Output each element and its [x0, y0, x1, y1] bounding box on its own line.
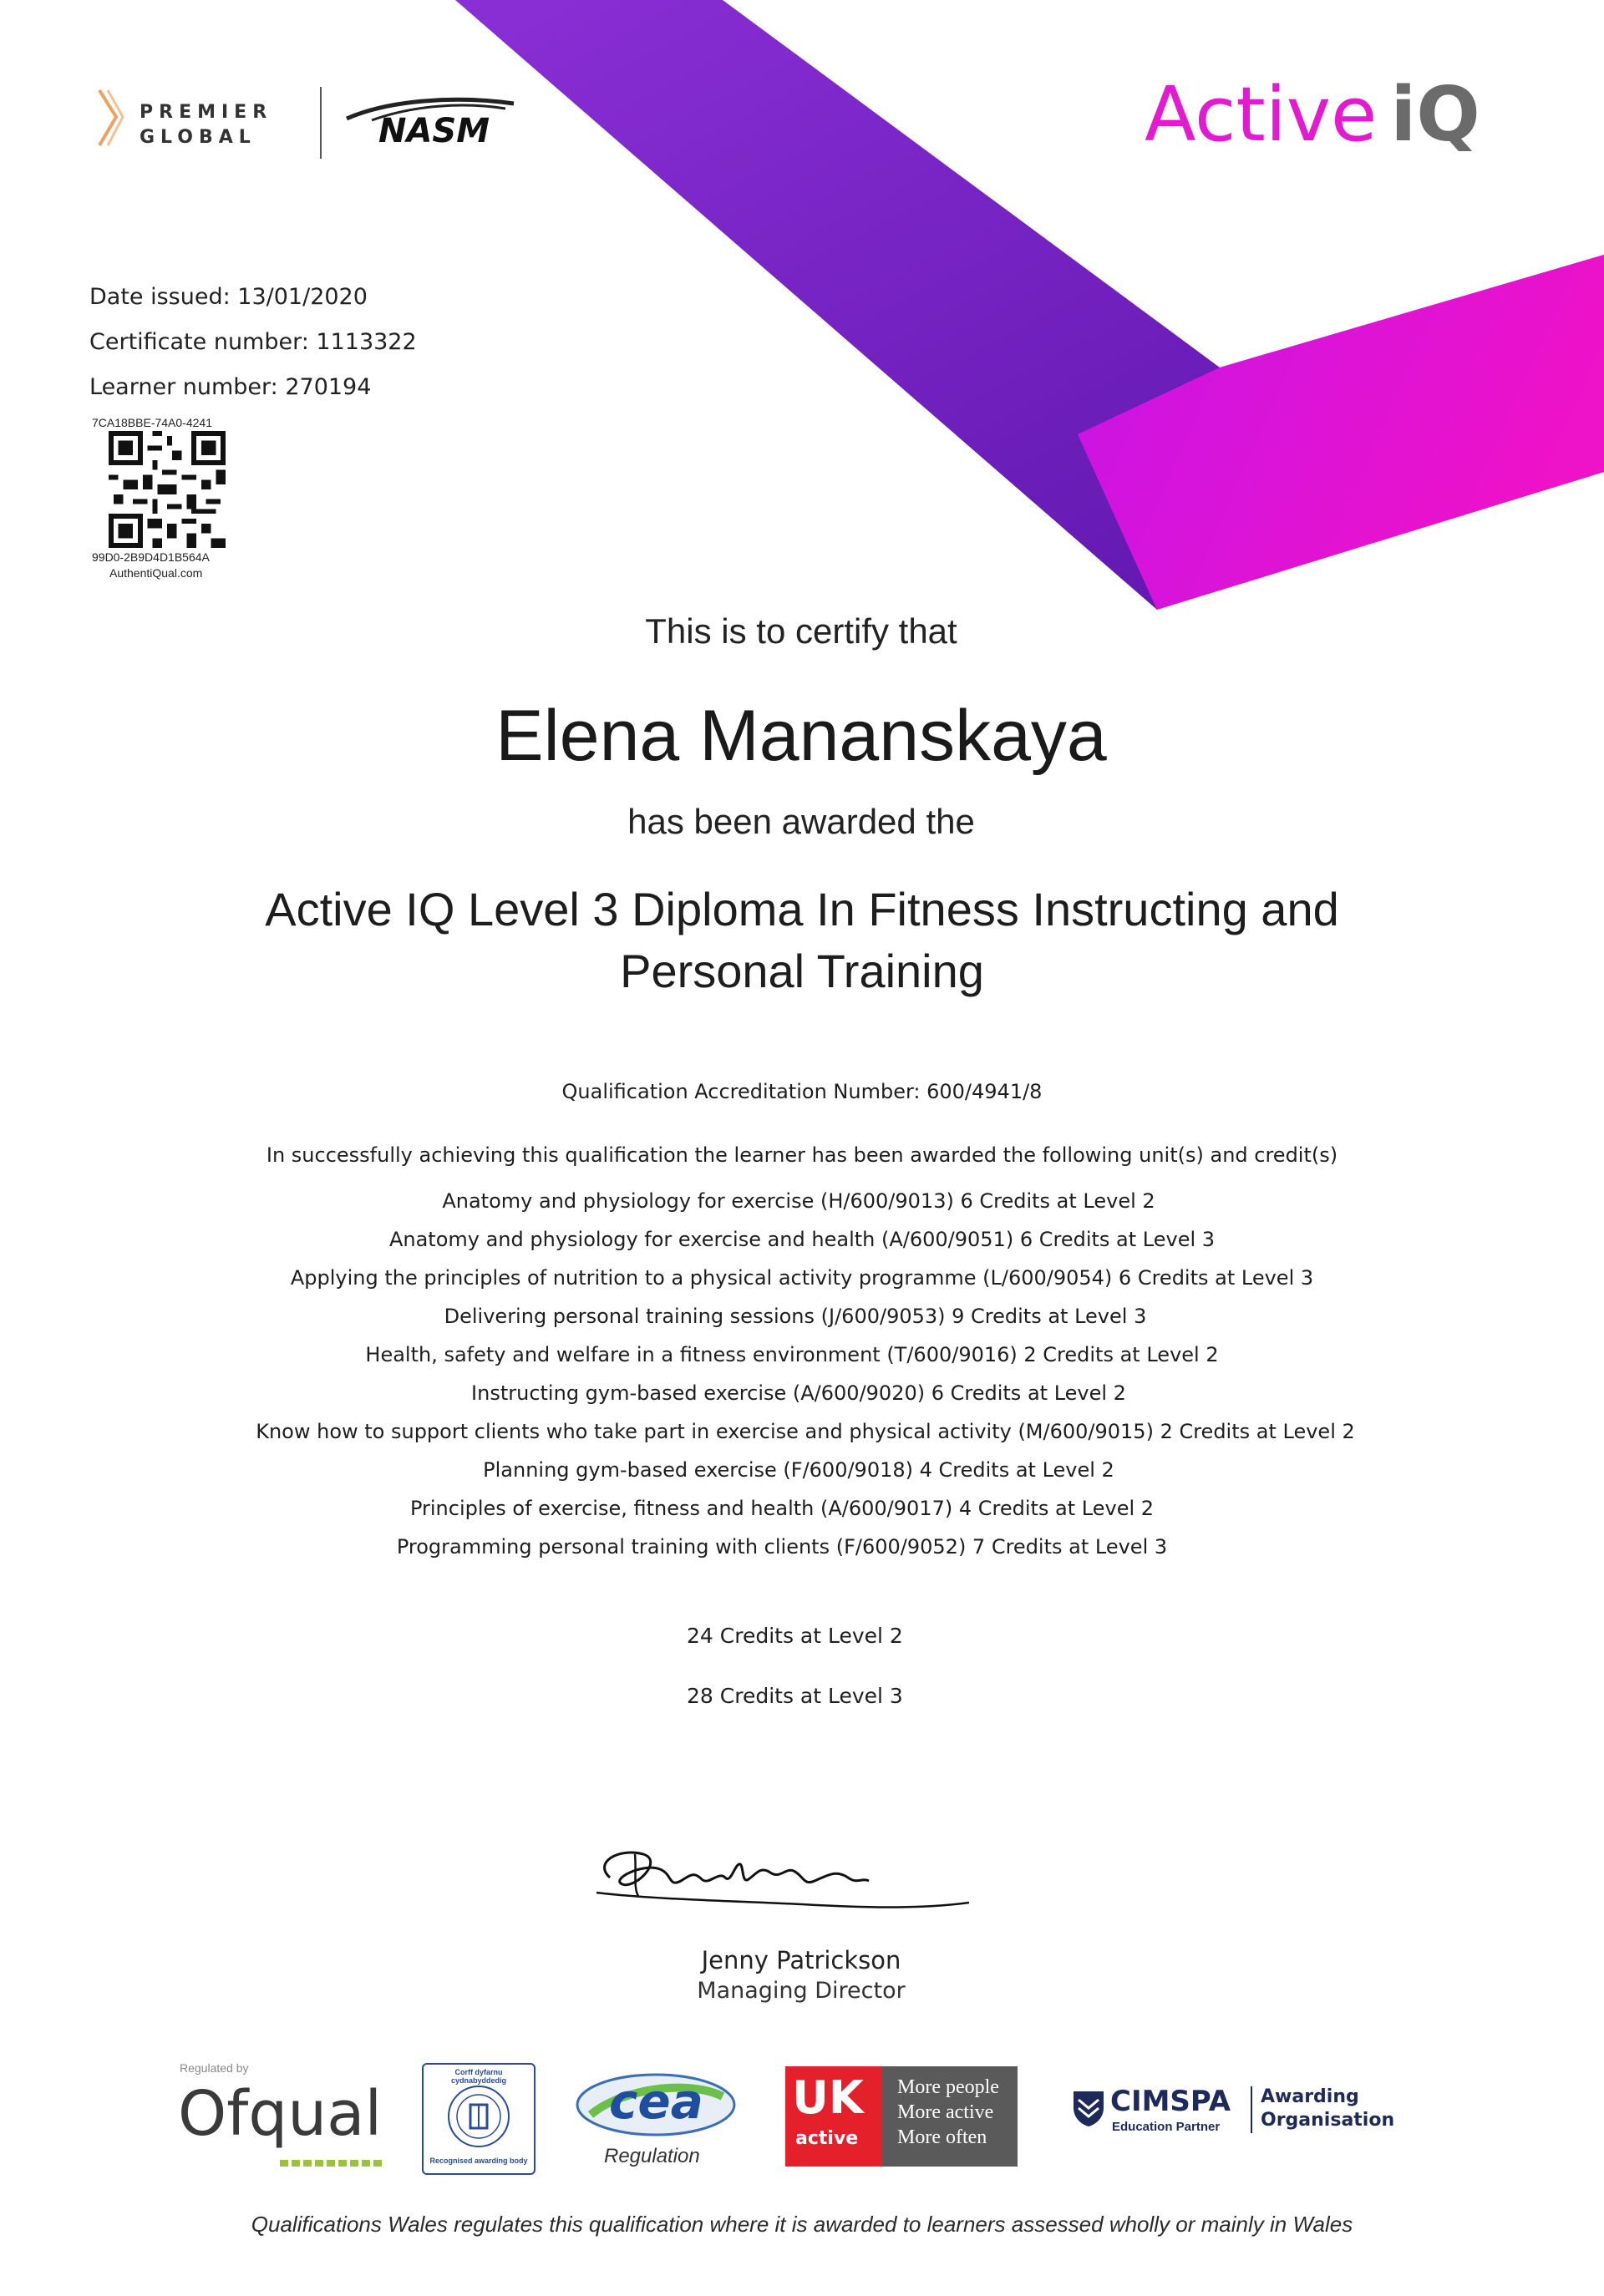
signatory-name: Jenny Patrickson — [701, 1946, 901, 1974]
nasm-text: NASM — [378, 112, 490, 150]
cimspa-divider — [1251, 2086, 1252, 2133]
date-issued: Date issued: 13/01/2020 — [89, 284, 368, 310]
uk-text: UK — [792, 2071, 864, 2124]
learner-name: Elena Mananskaya — [495, 696, 1107, 776]
ukactive-logo — [785, 2066, 1018, 2167]
unit-line: Planning gym-based exercise (F/600/9018) 4 Credits at Level 2 — [483, 1458, 1114, 1482]
unit-line: Anatomy and physiology for exercise and health (A/600/9051) 6 Credits at Level 3 — [388, 1228, 1216, 1251]
unit-line: Health, safety and welfare in a fitness environment (T/600/9016) 2 Credits at Level 2 — [365, 1343, 1219, 1366]
cimspa-shield-icon — [1072, 2090, 1105, 2128]
ukactive-tag-3: More often — [897, 2126, 987, 2148]
units-intro: In successfully achieving this qualification the learner has been awarded the following unit(s) and credit(s) — [266, 1143, 1338, 1167]
ofqual-dots — [280, 2160, 385, 2167]
unit-line: Programming personal training with clients (F/600/9052) 7 Credits at Level 3 — [396, 1535, 1168, 1559]
cimspa-text: CIMSPA — [1110, 2085, 1231, 2118]
unit-line: Principles of exercise, fitness and health (A/600/9017) 4 Credits at Level 2 — [409, 1497, 1155, 1520]
cea-text: cea — [609, 2073, 703, 2130]
qr-code-bottom-text: 99D0-2B9D4D1B564A — [92, 550, 210, 564]
total-level-3: 28 Credits at Level 3 — [687, 1684, 903, 1708]
cimspa-sub-text: Education Partner — [1112, 2120, 1221, 2134]
premier-chevron-icon — [96, 87, 124, 154]
qualification-title-1: Active IQ Level 3 Diploma In Fitness Instructing and — [265, 883, 1339, 935]
cea-logo — [572, 2071, 739, 2172]
accreditation-number: Qualification Accreditation Number: 600/4941/8 — [561, 1080, 1043, 1103]
qualifications-wales-logo — [422, 2063, 536, 2175]
wales-footnote: Qualifications Wales regulates this qualification where it is awarded to learners assessed wholly or mainly in Wales — [251, 2212, 1353, 2237]
ukactive-tag-1: More people — [897, 2076, 999, 2098]
ofqual-logo — [171, 2061, 397, 2187]
cimspa-awarding-2: Organisation — [1261, 2110, 1395, 2131]
total-level-2: 24 Credits at Level 2 — [687, 1624, 903, 1648]
uk-active-text: active — [795, 2128, 859, 2149]
unit-line: Anatomy and physiology for exercise (H/600/9013) 6 Credits at Level 2 — [442, 1189, 1155, 1213]
awarded-line: has been awarded the — [627, 802, 975, 841]
global-text: GLOBAL — [140, 127, 256, 148]
unit-line: Delivering personal training sessions (J/600/9053) 9 Credits at Level 3 — [444, 1305, 1147, 1328]
nasm-logo — [338, 94, 522, 152]
welsh-top-text: Corff dyfarnu cydnabyddedig — [450, 2068, 506, 2085]
qr-code-image[interactable] — [107, 431, 227, 548]
premier-global-logo — [96, 87, 313, 154]
cimspa-awarding-1: Awarding — [1261, 2086, 1359, 2107]
unit-line: Know how to support clients who take part in exercise and physical activity (M/600/9015) 2 Credits at Level 2 — [256, 1420, 1355, 1443]
unit-line: Applying the principles of nutrition to a physical activity programme (L/600/9054) 6 Credits at Level 3 — [290, 1266, 1314, 1290]
header-divider — [320, 87, 322, 159]
activeiq-iq-text: iQ — [1390, 71, 1480, 159]
ofqual-text: Ofqual — [178, 2078, 383, 2150]
certify-intro: This is to certify that — [645, 611, 957, 651]
learner-number: Learner number: 270194 — [89, 374, 372, 400]
wales-seal-icon — [445, 2083, 512, 2150]
welsh-bottom-text: Recognised awarding body — [429, 2157, 528, 2165]
activeiq-active-text: Active — [1145, 71, 1378, 159]
signature-image — [585, 1829, 977, 1938]
qr-site-text: AuthentiQual.com — [109, 566, 203, 580]
qr-code-top-text: 7CA18BBE-74A0-4241 — [92, 416, 212, 429]
activeiq-logo — [1145, 71, 1529, 171]
signatory-title: Managing Director — [697, 1978, 906, 2004]
cea-regulation-text: Regulation — [604, 2145, 700, 2167]
unit-line: Instructing gym-based exercise (A/600/9020) 6 Credits at Level 2 — [471, 1381, 1126, 1405]
qualification-title-2: Personal Training — [620, 945, 984, 997]
cimspa-logo — [1072, 2085, 1406, 2143]
ofqual-regulated-text: Regulated by — [180, 2061, 249, 2075]
ukactive-tag-2: More active — [897, 2101, 994, 2123]
certificate-number: Certificate number: 1113322 — [89, 329, 417, 355]
premier-text: PREMIER — [140, 102, 273, 123]
